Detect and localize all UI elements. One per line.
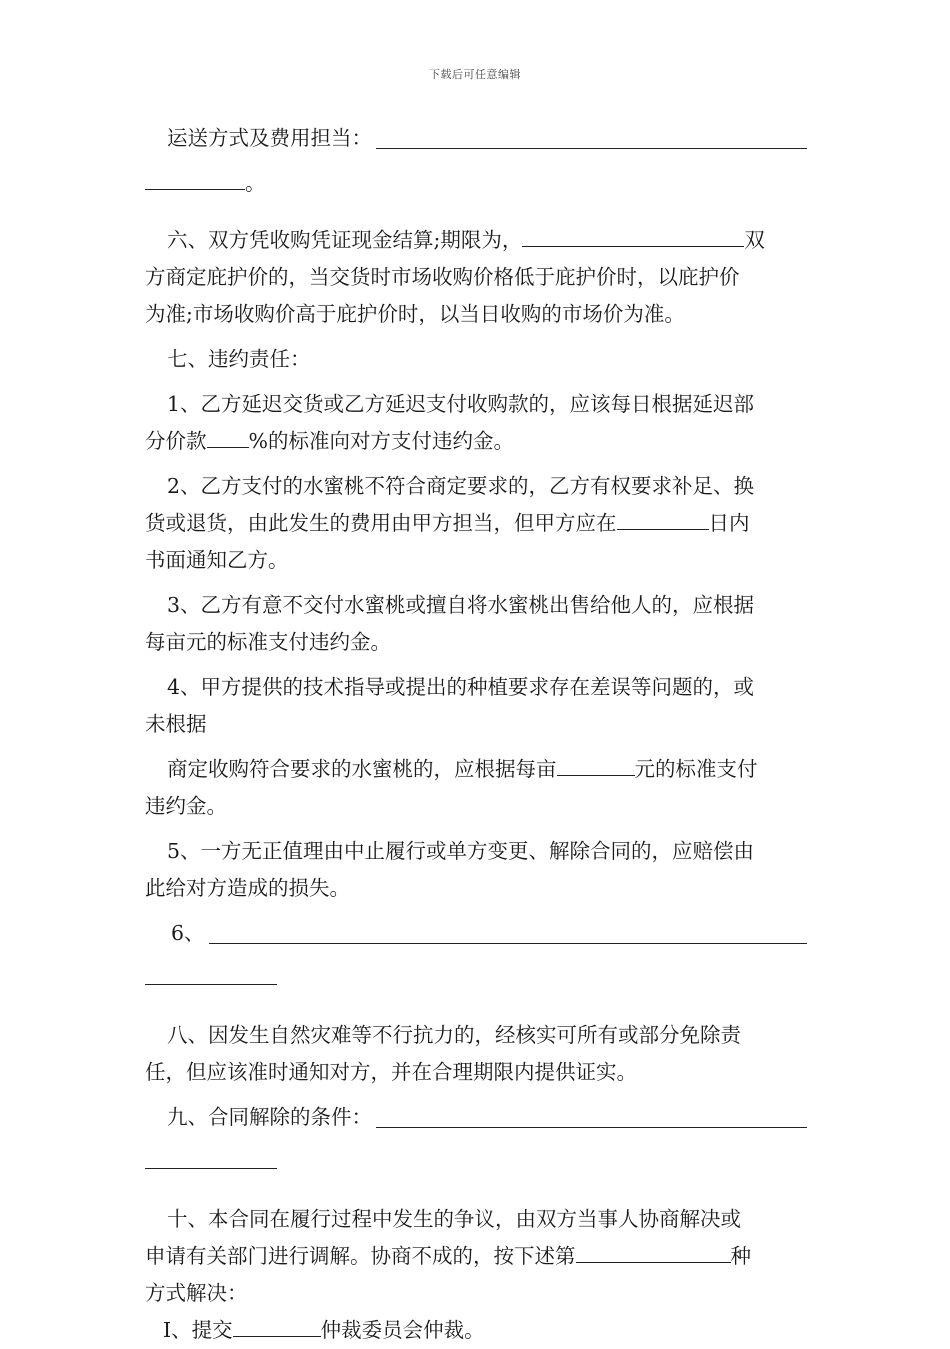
- method-blank: [576, 1240, 731, 1263]
- transport-continuation: [145, 165, 807, 202]
- sec7-item5-line1: 5、一方无正值理由中止履行或单方变更、解除合同的，应赔偿由: [167, 839, 755, 863]
- sec9-line: [145, 1099, 807, 1136]
- contract-body: [145, 120, 807, 1349]
- sec9-blank: [376, 1105, 807, 1128]
- sec10-line1: 十、本合同在履行过程中发生的争议，由双方当事人协商解决或: [167, 1207, 741, 1231]
- sec7-item4-line2: 未根据: [145, 712, 207, 736]
- item6-blank-2: [145, 962, 277, 985]
- item6-label: 6、: [171, 921, 205, 945]
- sec7-item4-line1: 4、甲方提供的技术指导或提出的种植要求存在差误等问题的，或: [167, 675, 755, 699]
- sec7-item4-line3: 商定收购符合要求的水蜜桃的，应根据每亩 元的标准支付: [145, 751, 807, 788]
- item6-continuation: [145, 960, 807, 997]
- sec7-item5-line2: 此给对方造成的损失。: [145, 876, 350, 900]
- per-mu-blank: [557, 753, 635, 776]
- days-blank: [617, 507, 709, 530]
- sec8-line2: 任，但应该准时通知对方，并在合理期限内提供证实。: [145, 1060, 637, 1084]
- sec6-line2: 方商定庇护价的，当交货时市场收购价格低于庇护价时，以庇护价: [145, 265, 740, 289]
- arbitration-blank: [233, 1314, 321, 1337]
- transport-end: 。: [245, 171, 266, 195]
- sec7-item3-line2: 每亩元的标准支付违约金。: [145, 630, 391, 654]
- sec9-label: 九、合同解除的条件：: [167, 1105, 372, 1129]
- sec6-line1: 六、双方凭收购凭证现金结算;期限为， 双: [145, 222, 807, 259]
- sec7-item2-line1: 2、乙方支付的水蜜桃不符合商定要求的，乙方有权要求补足、换: [167, 474, 755, 498]
- transport-blank: [376, 126, 807, 149]
- sec10-option1: Ⅰ、提交 仲裁委员会仲裁。: [145, 1312, 807, 1349]
- percent-blank: [207, 425, 249, 448]
- sec7-item1-line2: 分价款 %的标准向对方支付违约金。: [145, 423, 807, 460]
- transport-label: 运送方式及费用担当：: [167, 126, 372, 150]
- sec9-blank-2: [145, 1146, 277, 1169]
- sec7-title: 七、违约责任：: [167, 347, 311, 371]
- sec8-line1: 八、因发生自然灾难等不行抗力的，经核实可所有或部分免除责: [167, 1023, 741, 1047]
- item6-blank: [209, 921, 807, 944]
- sec7-item3-line1: 3、乙方有意不交付水蜜桃或擅自将水蜜桃出售给他人的，应根据: [167, 593, 755, 617]
- sec7-item4-line4: 违约金。: [145, 794, 227, 818]
- page-header: 下载后可任意编辑: [429, 68, 521, 81]
- sec10-line2: 申请有关部门进行调解。协商不成的，按下述第 种: [145, 1238, 807, 1275]
- sec7-item2-line3: 书面通知乙方。: [145, 548, 289, 572]
- sec6-period-blank: [522, 224, 744, 247]
- sec9-continuation: [145, 1144, 807, 1181]
- transport-blank-2: [145, 167, 245, 190]
- sec10-line3: 方式解决：: [145, 1281, 248, 1305]
- sec6-line3: 为准;市场收购价高于庇护价时，以当日收购的市场价为准。: [145, 302, 685, 326]
- sec7-item2-line2: 货或退货，由此发生的费用由甲方担当，但甲方应在 日内: [145, 505, 807, 542]
- sec7-item6-line: [145, 915, 807, 952]
- transport-line: [145, 120, 807, 157]
- sec7-item1-line1: 1、乙方延迟交货或乙方延迟支付收购款的，应该每日根据延迟部: [167, 392, 755, 416]
